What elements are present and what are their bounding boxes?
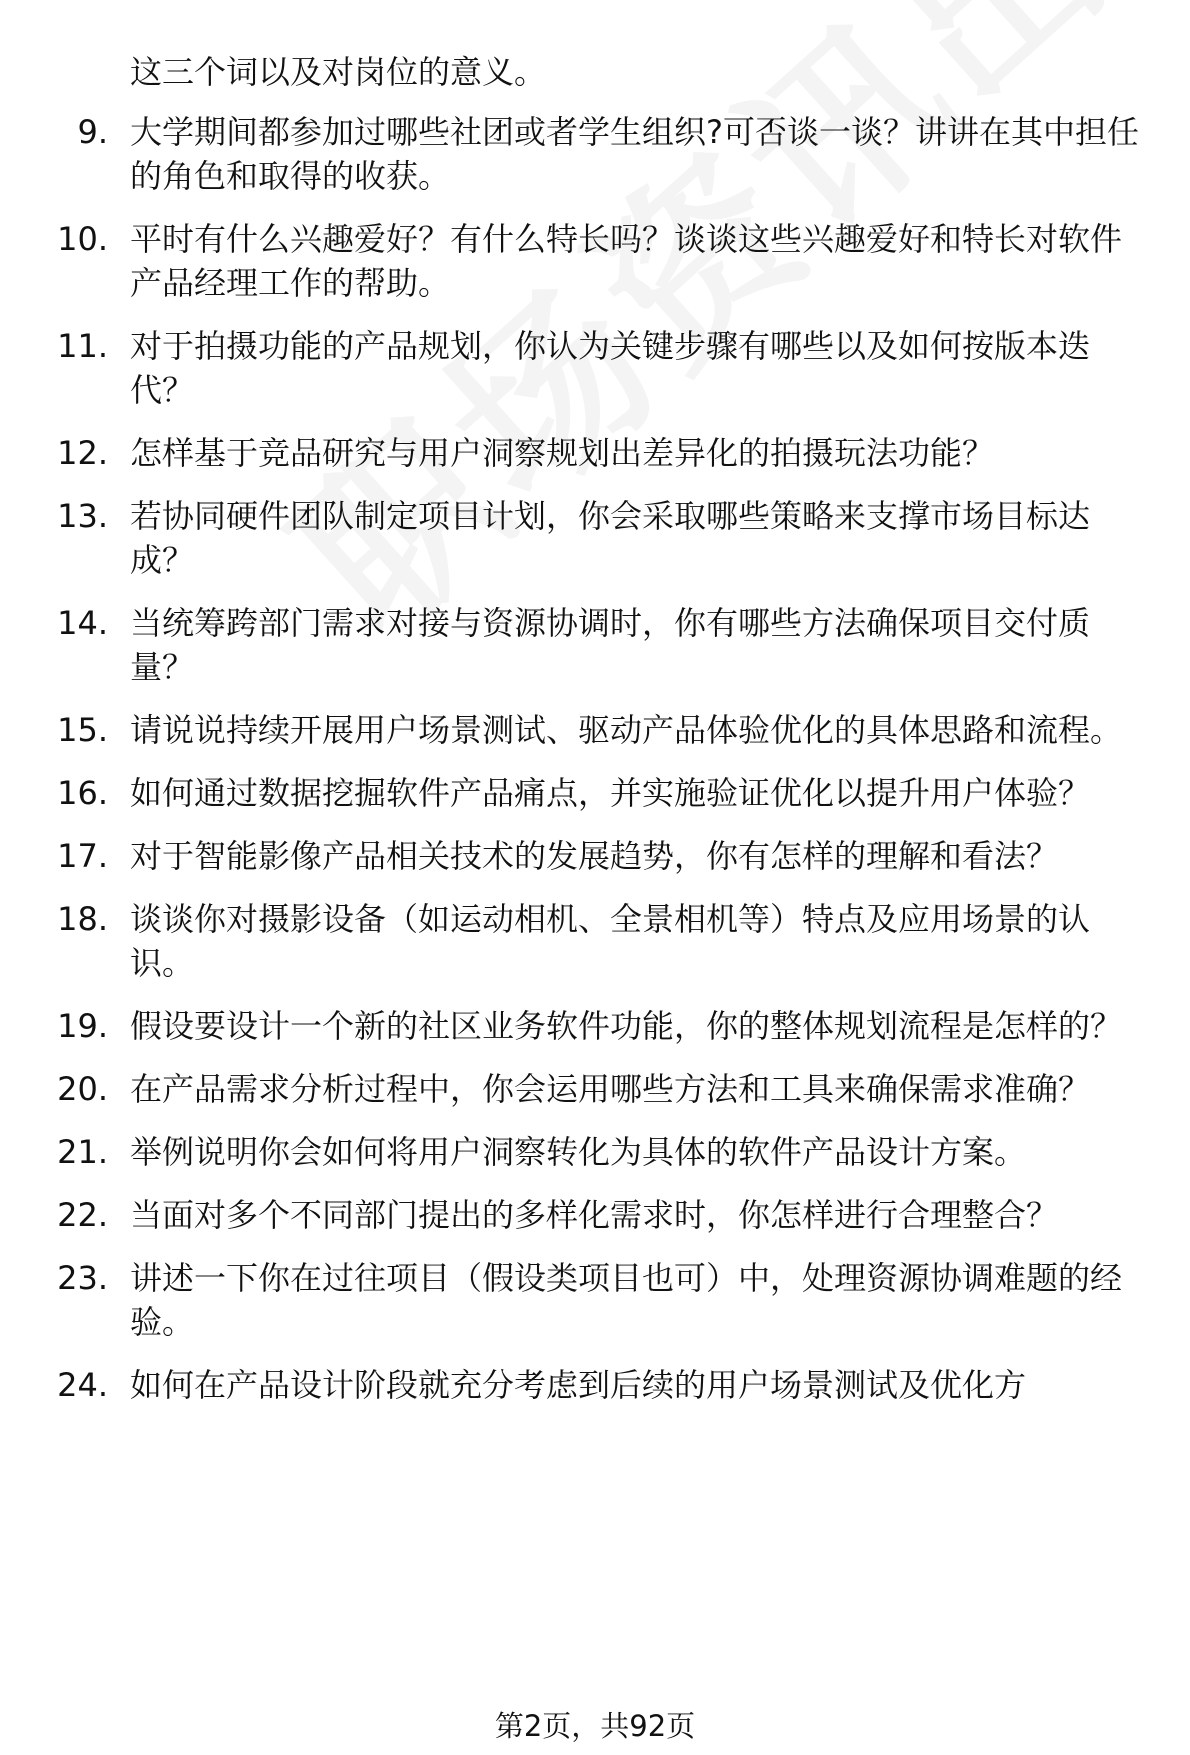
- question-item: [0, 1067, 1150, 1111]
- question-text: 对于拍摄功能的产品规划，你认为关键步骤有哪些以及如何按版本迭代？: [130, 327, 1091, 409]
- page-footer: 第2页，共92页: [494, 1709, 696, 1743]
- question-item: [0, 601, 1150, 689]
- question-number: 11.: [57, 327, 108, 365]
- question-item: [0, 217, 1150, 305]
- question-text: 对于智能影像产品相关技术的发展趋势，你有怎样的理解和看法？: [130, 837, 1059, 875]
- question-item: [0, 1363, 1150, 1407]
- question-text: 请说说持续开展用户场景测试、驱动产品体验优化的具体思路和流程。: [130, 711, 1123, 749]
- question-number: 10.: [57, 220, 108, 258]
- question-text: 如何通过数据挖掘软件产品痛点，并实施验证优化以提升用户体验？: [130, 774, 1091, 812]
- question-item: [0, 1193, 1150, 1237]
- question-text: 假设要设计一个新的社区业务软件功能，你的整体规划流程是怎样的？: [130, 1007, 1123, 1045]
- question-number: 16.: [57, 774, 108, 812]
- question-text: 平时有什么兴趣爱好？有什么特长吗？谈谈这些兴趣爱好和特长对软件产品经理工作的帮助。: [130, 220, 1123, 302]
- question-number: 15.: [57, 711, 108, 749]
- question-content: [0, 50, 1190, 1426]
- question-number: 9.: [77, 113, 108, 151]
- question-item: [0, 1256, 1150, 1344]
- question-text: 大学期间都参加过哪些社团或者学生组织?可否谈一谈？讲讲在其中担任的角色和取得的收获。: [130, 113, 1139, 195]
- question-list: [0, 110, 1190, 1407]
- question-number: 19.: [57, 1007, 108, 1045]
- question-number: 14.: [57, 604, 108, 642]
- question-text: 讲述一下你在过往项目（假设类项目也可）中，处理资源协调难题的经验。: [130, 1259, 1123, 1341]
- question-item: [0, 1130, 1150, 1174]
- question-number: 24.: [57, 1366, 108, 1404]
- question-text: 若协同硬件团队制定项目计划，你会采取哪些策略来支撑市场目标达成？: [130, 497, 1091, 579]
- question-number: 22.: [57, 1196, 108, 1234]
- question-item: [0, 324, 1150, 412]
- question-item: [0, 834, 1150, 878]
- question-item: [0, 110, 1150, 198]
- question-number: 13.: [57, 497, 108, 535]
- question-number: 17.: [57, 837, 108, 875]
- question-item: [0, 431, 1150, 475]
- question-number: 18.: [57, 900, 108, 938]
- question-text: 当面对多个不同部门提出的多样化需求时，你怎样进行合理整合？: [130, 1196, 1059, 1234]
- question-number: 21.: [57, 1133, 108, 1171]
- question-item: [0, 494, 1150, 582]
- question-number: 12.: [57, 434, 108, 472]
- question-text: 谈谈你对摄影设备（如运动相机、全景相机等）特点及应用场景的认识。: [130, 900, 1091, 982]
- question-number: 23.: [57, 1259, 108, 1297]
- question-text: 如何在产品设计阶段就充分考虑到后续的用户场景测试及优化方: [130, 1366, 1027, 1404]
- question-text: 当统筹跨部门需求对接与资源协调时，你有哪些方法确保项目交付质量？: [130, 604, 1091, 686]
- question-item: [0, 708, 1150, 752]
- question-number: 20.: [57, 1070, 108, 1108]
- question-item: [0, 897, 1150, 985]
- question-text: 在产品需求分析过程中，你会运用哪些方法和工具来确保需求准确？: [130, 1070, 1091, 1108]
- question-item: [0, 771, 1150, 815]
- question-text: 怎样基于竞品研究与用户洞察规划出差异化的拍摄玩法功能？: [130, 434, 995, 472]
- question-text: 举例说明你会如何将用户洞察转化为具体的软件产品设计方案。: [130, 1133, 1027, 1171]
- continuation-text: 这三个词以及对岗位的意义。: [130, 53, 547, 91]
- question-item: [0, 1004, 1150, 1048]
